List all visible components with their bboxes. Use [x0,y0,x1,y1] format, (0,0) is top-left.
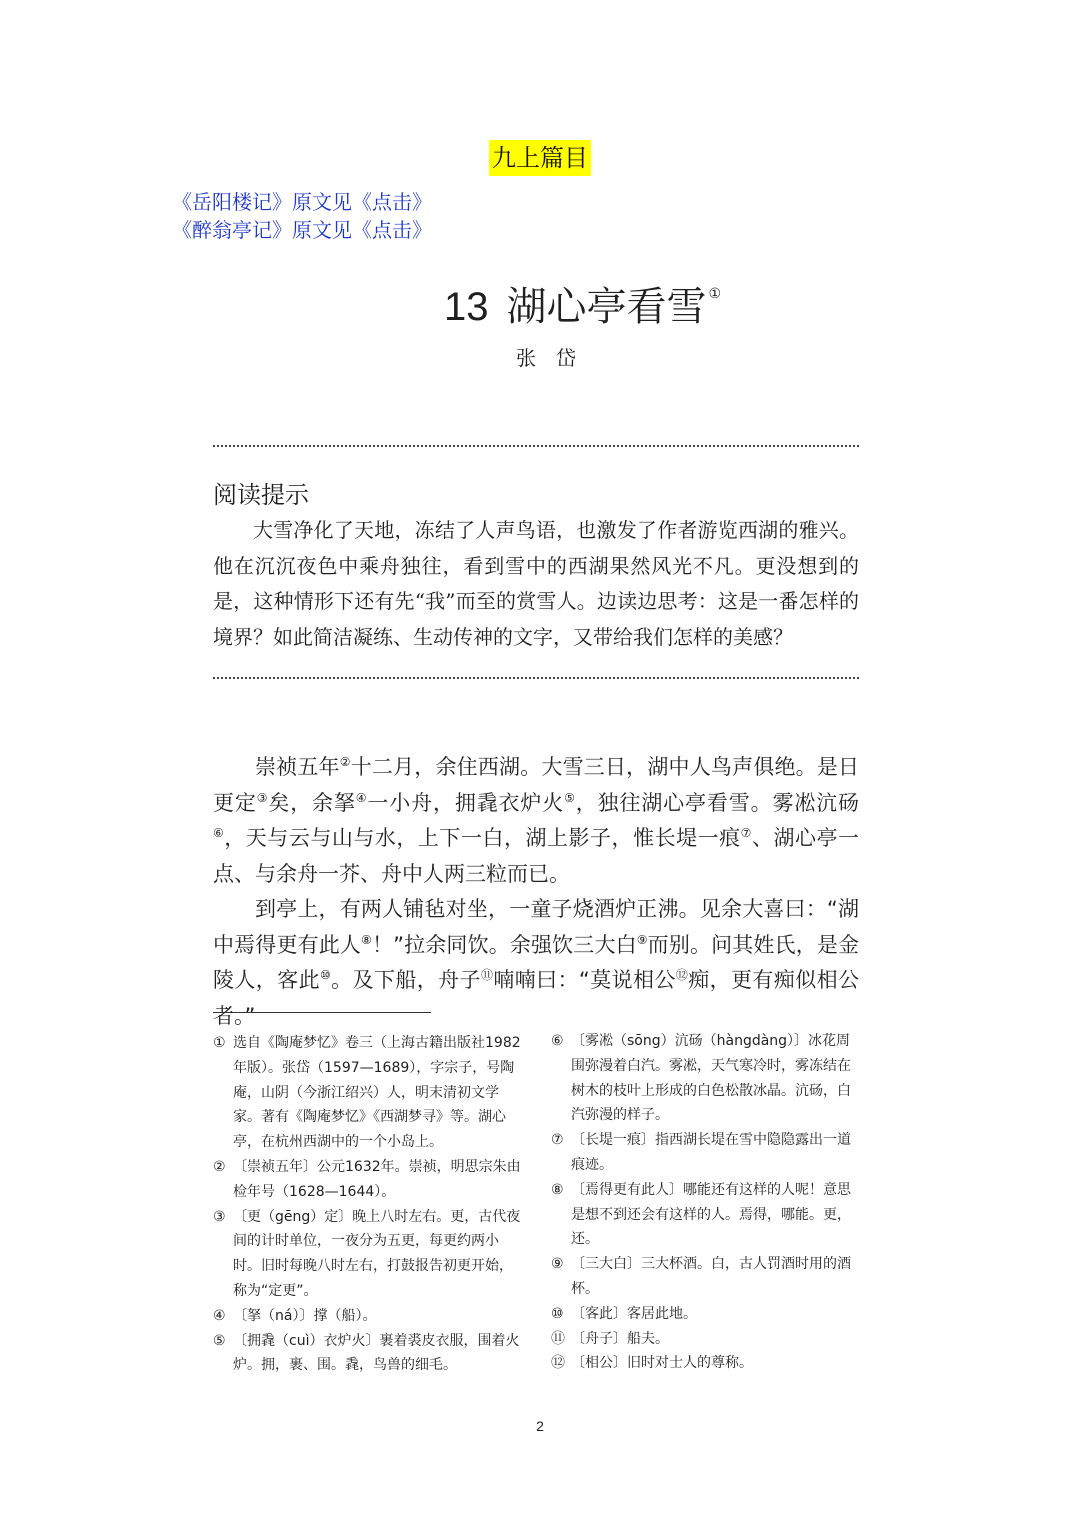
footnote-ref[interactable]: ⑪ [480,968,494,982]
footnote-item [551,1351,859,1376]
title-footnote-mark[interactable]: ① [708,286,722,302]
footnote-ref[interactable]: ⑦ [740,826,752,840]
footnote-text: 〔三大白〕三大杯酒。白，古人罚酒时用的酒杯。 [571,1256,851,1297]
footnote-number: ② [213,1158,226,1175]
footnote-number: ⑫ [551,1355,565,1372]
footnote-item [213,1304,526,1329]
footnote-item [551,1327,859,1352]
page-number: 2 [536,1418,544,1434]
text-run: 崇祯五年 [255,755,340,779]
footnote-text: 〔更（gēng）定〕晚上八时左右。更，古代夜间的计时单位，一夜分为五更，每更约两小时。旧时每晚八时左右，打鼓报告初更开始，称为“定更”。 [233,1208,521,1299]
footnote-text: 〔拥毳（cuì）衣炉火〕裹着裘皮衣服，围着火炉。拥，裹、围。毳，鸟兽的细毛。 [233,1332,520,1374]
footnote-item [213,1155,526,1205]
footnote-item [551,1029,859,1128]
footnote-text: 〔舟子〕船夫。 [571,1330,669,1347]
footnote-ref[interactable]: ⑤ [564,790,576,805]
footnote-number: ③ [213,1208,226,1225]
lesson-title-text: 湖心亭看雪 [506,284,707,330]
text-run: 喃喃曰：“莫说相公 [493,968,676,992]
footnote-ref[interactable]: ⑧ [361,932,372,947]
footnote-item [213,1031,526,1155]
footnote-ref[interactable]: ④ [355,790,368,805]
author: 张岱 [516,346,596,370]
footnote-text: 〔焉得更有此人〕哪能还有这样的人呢！意思是想不到还会有这样的人。焉得，哪能。更，还。 [571,1181,851,1248]
footnote-item [213,1329,526,1379]
footnote-item [551,1128,859,1178]
footnote-text: 〔雾凇（sōng）沆砀（hàngdàng）〕冰花周围弥漫着白汽。雾凇，天气寒冷时，雾冻结在树木的枝叶上形成的白色松散冰晶。沆砀，白汽弥漫的样子。 [571,1033,851,1124]
body-paragraph-1 [213,750,859,892]
dotted-divider-bottom [213,677,859,679]
footnote-rule [213,1012,431,1013]
text-run: ，天与云与山与水，上下一白，湖上影子，惟长堤一痕 [224,826,741,850]
text-run: 痴，更有痴似相公者。” [213,968,859,1028]
lesson-title [444,268,721,333]
reading-hint-text: 大雪净化了天地，冻结了人声鸟语，也激发了作者游览西湖的雅兴。他在沉沉夜色中乘舟独往，看到雪中的西湖果然风光不凡。更没想到的是，这种情形下还有先“我”而至的赏雪人。边读边思考：这是一番怎样的境界？如此简洁凝练、生动传神的文字，又带给我们怎样的美感？ [213,518,859,649]
text-run: 一小舟，拥毳衣炉火 [367,790,565,815]
footnote-text: 选自《陶庵梦忆》卷三（上海古籍出版社1982年版）。张岱（1597—1689），字宗子，号陶庵，山阴（今浙江绍兴）人，明末清初文学家。著有《陶庵梦忆》《西湖梦寻》等。湖心亭，在杭州西湖中的一个小岛上。 [233,1035,521,1151]
footnote-number: ⑧ [551,1181,564,1198]
footnote-ref[interactable]: ⑨ [636,932,648,947]
footnote-item [551,1178,859,1252]
footnote-ref[interactable]: ③ [256,790,269,805]
footnote-item [213,1205,526,1304]
footnote-ref[interactable]: ⑩ [320,968,332,982]
reading-hint-heading: 阅读提示 [213,481,309,509]
text-run: 十二月，余住西湖。大雪三日，湖中人鸟声俱绝。是日更定 [213,755,860,815]
section-title: 九上篇目 [489,140,591,176]
lesson-number: 13 [444,285,489,329]
footnote-number: ① [213,1035,226,1051]
footnote-text: 〔客此〕客居此地。 [571,1305,697,1322]
text-run: 矣，余拏 [268,790,356,815]
footnote-text: 〔相公〕旧时对士人的尊称。 [571,1355,753,1372]
footnote-number: ⑩ [551,1305,564,1322]
footnote-number: ④ [213,1307,226,1324]
footnotes-left [213,1031,526,1378]
footnote-number: ⑥ [551,1033,564,1049]
text-run: ，独往湖心亭看雪。雾凇沆砀 [575,790,860,815]
footnote-number: ⑪ [551,1330,565,1347]
footnote-ref[interactable]: ⑫ [675,968,689,982]
footnote-number: ⑦ [551,1132,564,1149]
footnote-text: 〔崇祯五年〕公元1632年。崇祯，明思宗朱由检年号（1628—1644）。 [233,1158,521,1200]
footnote-ref[interactable]: ⑥ [213,826,225,840]
footnote-text: 〔长堤一痕〕指西湖长堤在雪中隐隐露出一道痕迹。 [571,1132,851,1173]
text-run: 到亭上，有两人铺毡对坐，一童子烧酒炉正沸。见余大喜曰：“湖中焉得更有此人 [213,897,859,957]
footnote-number: ⑨ [551,1256,564,1273]
text-run: ！”拉余同饮。余强饮三大白 [371,932,637,957]
footnote-item [551,1252,859,1302]
footnote-number: ⑤ [213,1332,226,1349]
footnotes-right [551,1029,859,1376]
link-yueyanglou[interactable]: 《岳阳楼记》原文见《点击》 [172,190,432,214]
text-run: 。及下船，舟子 [331,968,481,992]
text-run: 而别。问其姓氏，是金陵人，客此 [213,932,860,992]
link-zuiwengting[interactable]: 《醉翁亭记》原文见《点击》 [172,218,432,242]
footnote-item [551,1302,859,1327]
dotted-divider-top [213,445,859,447]
footnote-ref[interactable]: ② [339,755,351,769]
footnote-text: 〔拏（ná）〕撑（船）。 [233,1307,377,1324]
text-run: 、湖心亭一点、与余舟一芥、舟中人两三粒而已。 [213,826,859,886]
